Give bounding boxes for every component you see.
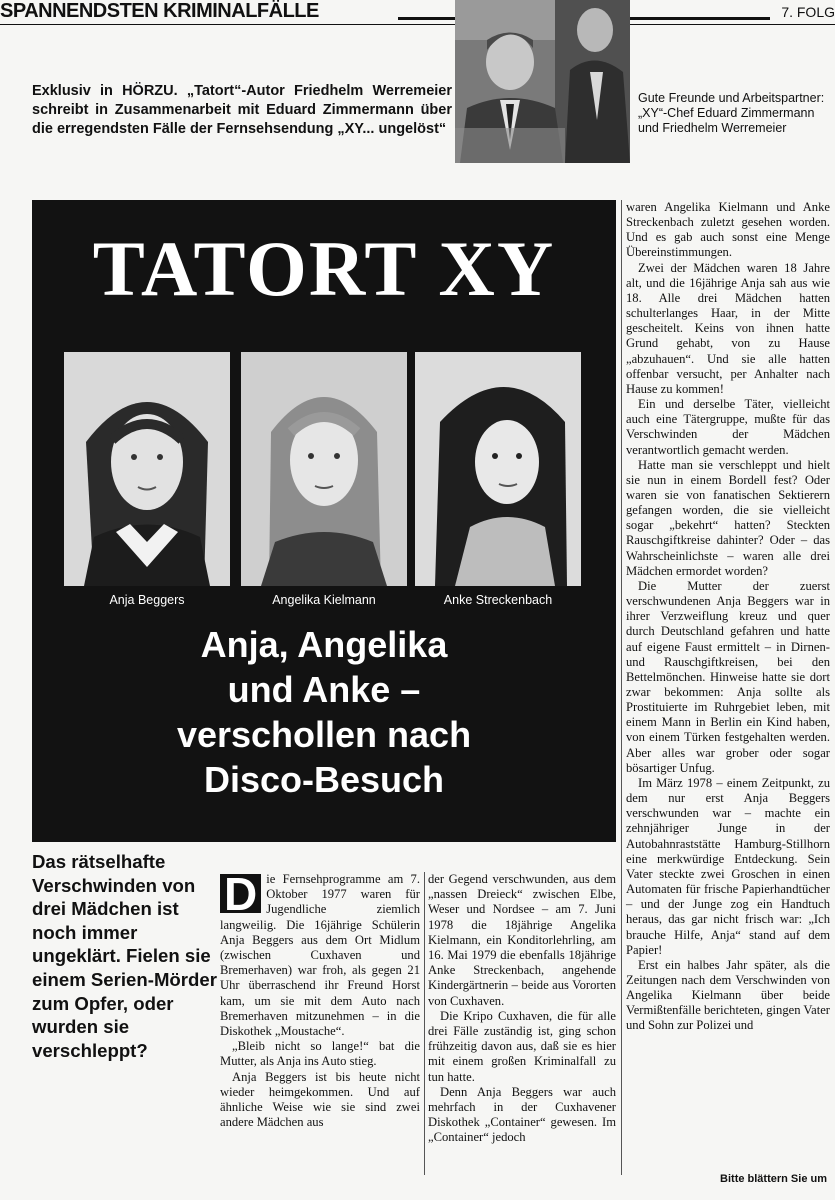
drop-cap: D: [220, 874, 261, 913]
article-column-2: [428, 872, 616, 1146]
authors-photo-illustration: [455, 0, 630, 163]
paragraph: der Gegend verschwunden, aus dem „nassen Dreieck“ zwischen Elbe, Weser und Nordsee – am 7. Juni 1978 die 18jährige Angelika Kielmann, ein Konditorlehrling, am 16. Mai 1979 die ebenfalls 18jährige Anke Streckenbach, angehende Kindergärtnerin – beide aus Vororten von Cuxhaven.: [428, 872, 616, 1008]
portrait-image: [241, 352, 407, 586]
intro-blurb: Exklusiv in HÖRZU. „Tatort“-Autor Friedhelm Werremeier schreibt in Zusammenarbeit mit Eduard Zimmermann über die erregendsten Fälle der Fernsehsendung „XY... ungelöst“: [32, 83, 452, 137]
continue-note: Bitte blättern Sie um: [720, 1173, 827, 1185]
series-episode-label: 7. FOLG: [781, 4, 835, 20]
portrait-image: [64, 352, 230, 586]
article-deck: Das rätselhafte Verschwinden von drei Mädchen ist noch immer ungeklärt. Fielen sie einem Serien-Mörder zum Opfer, oder wurden sie verschleppt?: [32, 851, 217, 1061]
subheadline-line: Anja, Angelika: [200, 624, 448, 665]
portrait-caption: Anke Streckenbach: [443, 593, 553, 607]
paragraph: Zwei der Mädchen waren 18 Jahre alt, und die 16jährige Anja sah aus wie 18. Alle drei Mädchen hatten schulterlanges Haar, in der Mitte gescheitelt. Keins von ihnen hatte Grund gehabt, von zu Hause „abzuhauen“. Und sie alle hatten offenbar versucht, per Anhalter nach Hause zu kommen!: [626, 260, 830, 396]
paragraph-text: ie Fernsehprogramme am 7. Oktober 1977 waren für Jugendliche ziemlich langweilig. Die 16jährige Schülerin Anja Beggers aus dem Ort Midlum (zwischen Cuxhaven und Bremerhaven) war froh, als gegen 21 Uhr überraschend ihr Freund Horst kam, um sie mit dem Auto nach Bremerhaven mitzunehmen – in die Diskothek „Moustache“.: [220, 872, 420, 1039]
paragraph: Ein und derselbe Täter, vielleicht auch eine Tätergruppe, mußte für das Verschwinden der Mädchen verantwortlich gemacht werden.: [626, 397, 830, 457]
headline: TATORT XY: [92, 225, 556, 312]
series-title: SPANNENDSTEN KRIMINALFÄLLE: [0, 0, 319, 22]
paragraph: Im März 1978 – einem Zeitpunkt, zu dem nur erst Anja Beggers verschwunden war – machte ein zehnjähriger Junge in der Autobahnraststätte Hamburg-Stillhorn eine merkwürdige Entdeckung. Sein Vater steckte zwei Groschen in einen Automaten für frische Papierhandtücher – und der Junge zog ein Handtuch heraus, das gar nicht frisch war: „Ich brauche Hilfe, Anja“ stand auf dem Papier!: [626, 775, 830, 957]
portrait-angelika-kielmann: [241, 352, 407, 586]
subheadline-line: verschollen nach: [176, 714, 472, 755]
subheadline-line: Disco-Besuch: [203, 759, 445, 800]
paragraph: Die Kripo Cuxhaven, die für alle drei Fälle zuständig ist, ging schon frühzeitig davon aus, daß sie es hier mit einem großen Kriminalfall zu tun hatte.: [428, 1008, 616, 1084]
paragraph: Denn Anja Beggers war auch mehrfach in der Cuxhavener Diskothek „Container“ gewesen. Im „Container“ jedoch: [428, 1084, 616, 1145]
paragraph: Erst ein halbes Jahr später, als die Zeitungen nach dem Verschwinden von Angelika Kielmann über beide Vermißtenfälle berichteten, gingen Vater und Sohn zur Polizei und: [626, 957, 830, 1033]
paragraph: [220, 868, 420, 1039]
portrait-anke-streckenbach: [415, 352, 581, 586]
column-divider: [621, 200, 622, 1175]
portrait-caption: Angelika Kielmann: [272, 593, 376, 607]
portrait-image: [415, 352, 581, 586]
paragraph: „Bleib nicht so lange!“ bat die Mutter, als Anja ins Auto stieg.: [220, 1039, 420, 1069]
article-column-3: [626, 200, 830, 1034]
paragraph: Die Mutter der zuerst verschwundenen Anja Beggers war in ihrer Verzweiflung kreuz und quer durch Deutschland gefahren und hatte auf eigene Faust ermittelt – in Dirnen- und Rauschgiftkreisen, bei den Bettelmönchen. Hinweise hatte sie dort zwar bekommen: Anja sollte als Prostituierte im Ruhrgebiet leben, mit einem Mann in Berlin ein Kind haben, von einem Türken festgehalten werden. Aber alles war grober oder sogar bösartiger Unfug.: [626, 578, 830, 775]
photo-caption: Gute Freunde und Arbeitspartner: „XY“-Chef Eduard Zimmermann und Friedhelm Werremeier: [638, 91, 825, 135]
paragraph: waren Angelika Kielmann und Anke Streckenbach zuletzt gesehen worden. Und es gab auch sonst eine Menge Übereinstimmungen.: [626, 200, 830, 260]
paragraph: Hatte man sie verschleppt und hielt sie nun in einem Bordell fest? Oder waren sie von fanatischen Sektierern gefangen worden, die sie vielleicht sogar „bekehrt“ hatten? Steckten Rauschgiftkreise dahinter? Oder – das Wahrscheinlichste – waren alle drei Mädchen ermordet worden?: [626, 457, 830, 578]
portrait-caption: Anja Beggers: [109, 593, 185, 607]
article-column-1: [220, 868, 420, 1130]
column-divider: [424, 872, 425, 1175]
portrait-anja-beggers: [64, 352, 230, 586]
subheadline: [32, 622, 616, 802]
paragraph: Anja Beggers ist bis heute nicht wieder heimgekommen. Und auf ähnliche Weise wie sie sind zwei andere Mädchen aus: [220, 1069, 420, 1130]
subheadline-line: und Anke –: [227, 669, 421, 710]
top-divider: [0, 24, 835, 25]
authors-photo: [455, 0, 630, 163]
